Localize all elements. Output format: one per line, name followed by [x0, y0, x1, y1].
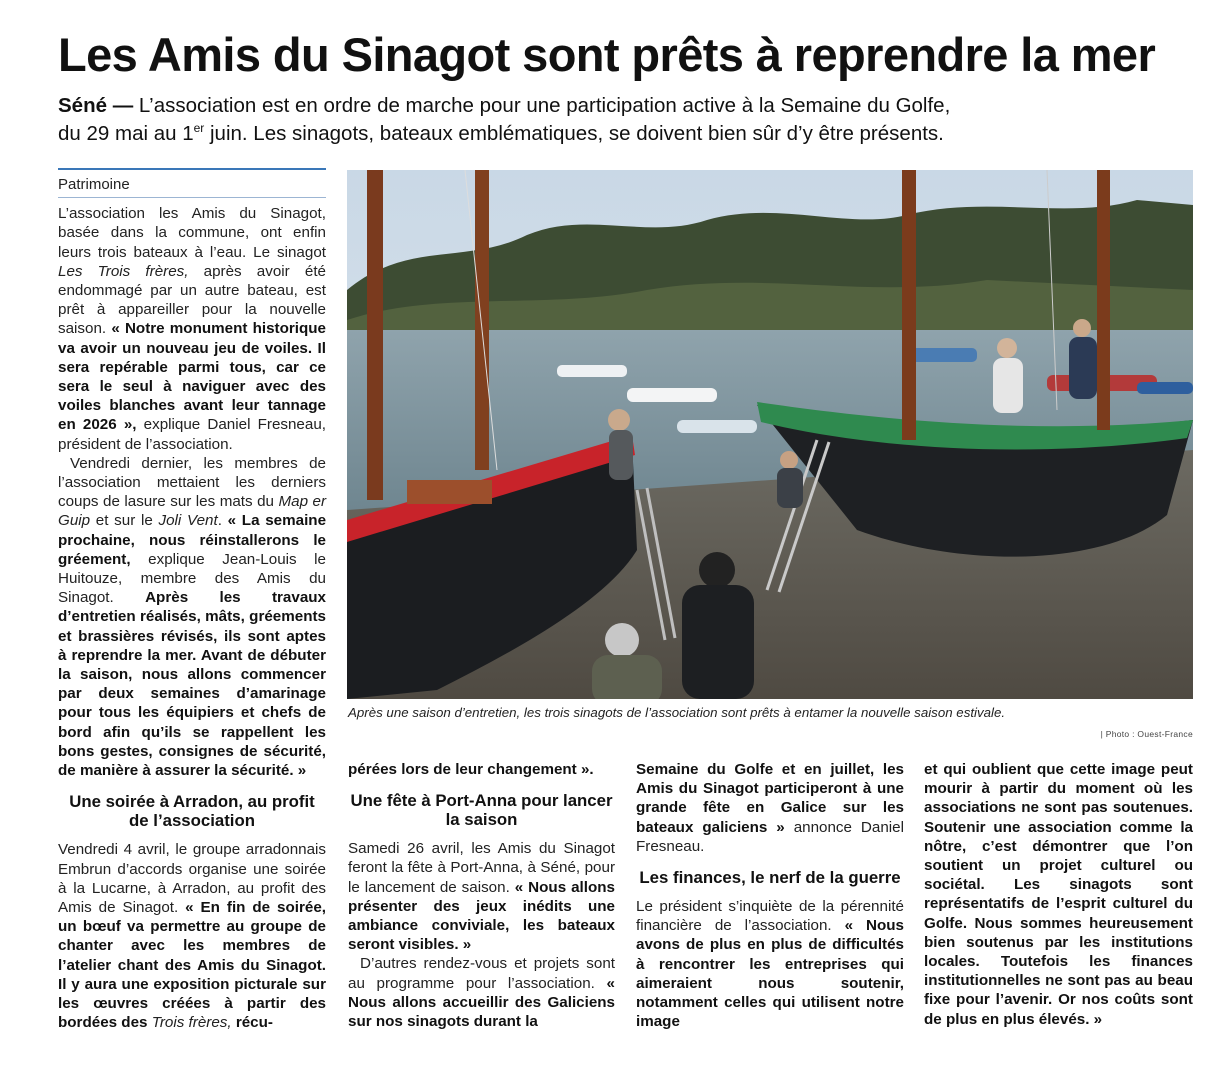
- paragraph-projects: D’autres rendez-vous et projets sont au programme pour l’association. « Nous allons accueillir des Galiciens sur nos sinagots durant la: [348, 955, 615, 1031]
- boats-illustration: [347, 170, 1193, 699]
- standfirst-line2-end: juin. Les sinagots, bateaux emblématiques, se doivent bien sûr d’y être présents.: [204, 122, 944, 145]
- photo-caption: Après une saison d’entretien, les trois sinagots de l’association sont prêts à entamer la nouvelle saison estivale.: [348, 705, 1006, 720]
- standfirst: [58, 92, 1198, 148]
- photo-credit: | Photo : Ouest-France: [1100, 729, 1193, 739]
- paragraph-continued: pérées lors de leur changement ».: [348, 761, 594, 778]
- headline: Les Amis du Sinagot sont prêts à reprendre la mer: [58, 28, 1156, 81]
- subhead-finances: Les finances, le nerf de la guerre: [639, 868, 901, 888]
- column-2: [348, 760, 615, 1031]
- paragraph-support: et qui oublient que cette image peut mourir à partir du moment où les associations ne sont pas soutenues. Soutenir une association comme la nôtre, c’est démontrer que l’on soutient un projet culturel ou sociétal. Les sinagots sont représentatifs de l’esprit culturel du Golfe. Nous sommes heureusement bien soutenus par les institutions locales. Toutefois les finances institutionnelles ne sont pas au beau fixe pour l’avenir. Or nos coûts sont de plus en plus élevés. »: [924, 761, 1193, 1028]
- boats-photo: [347, 170, 1193, 699]
- paragraph-arradon: Vendredi 4 avril, le groupe arradonnais Embrun d’accords organise une soirée à la Lucarne, à Arradon, au profit des Amis de Sinagot. « En fin de soirée, un bœuf va permettre au groupe de chanter avec les membres de l’atelier chant des Amis du Sinagot. Il y aura une exposition picturale sur les œuvres créées à partir des bordées des Trois frères, récu-: [58, 841, 326, 1032]
- paragraph-port-anna: Samedi 26 avril, les Amis du Sinagot feront la fête à Port-Anna, à Séné, pour le lancement de saison. « Nous allons présenter des jeux inédits une ambiance conviviale, les bateaux seront visibles. »: [348, 840, 615, 954]
- ordinal-suffix: er: [193, 121, 205, 136]
- column-4: [924, 760, 1193, 1029]
- standfirst-line2-start: du 29 mai au 1: [58, 122, 194, 145]
- standfirst-line1: L’association est en ordre de marche pour une participation active à la Semaine du Golfe,: [138, 94, 951, 117]
- paragraph-intro: L’association les Amis du Sinagot, basée dans la commune, ont enfin leurs trois bateaux à l’eau. Le sinagot Les Trois frères, après avoir été endommagé par un autre bateau, est prêt à appareiller pour la nouvelle saison. « Notre monument historique va avoir un nouveau jeu de voiles. Il sera repérable parmi tous, car ce sera le seul à naviguer avec des voiles blanches avant leur tannage en 2026 », explique Daniel Fresneau, président de l’association.: [58, 205, 327, 453]
- section-rubric: Patrimoine: [58, 168, 326, 198]
- paragraph-finances: Le président s’inquiète de la pérennité financière de l’association. « Nous avons de plus en plus de difficultés à rencontrer les entreprises qui aimeraient nous soutenir, notamment celles qui utilisent notre image: [636, 898, 904, 1031]
- paragraph-galice: Semaine du Golfe et en juillet, les Amis du Sinagot participeront à une grande fête en Galice sur les bateaux galiciens » annonce Daniel Fresneau.: [636, 761, 904, 855]
- subhead-port-anna: Une fête à Port-Anna pour lancer la saison: [350, 791, 613, 830]
- column-3: [636, 760, 904, 1031]
- paragraph-rigging: Vendredi dernier, les membres de l’association mettaient les derniers coups de lasure sur les mats du Map er Guip et sur le Joli Vent. « La semaine prochaine, nous réinstallerons le gréement, explique Jean-Louis le Huitouze, membre des Amis du Sinagot. Après les travaux d’entretien réalisés, mâts, gréements et brassières révisés, ils sont aptes à reprendre la mer. Avant de débuter la saison, nous allons commencer par deux semaines d’amarinage pour tous les équipiers et chefs de bord afin qu’ils se rappellent les bons gestes, consignes de sécurité, de manière à assurer la sécurité. »: [58, 454, 327, 780]
- subhead-arradon: Une soirée à Arradon, au profit de l’association: [69, 792, 315, 831]
- dateline-place: Séné —: [58, 94, 139, 117]
- column-1: [58, 168, 326, 1032]
